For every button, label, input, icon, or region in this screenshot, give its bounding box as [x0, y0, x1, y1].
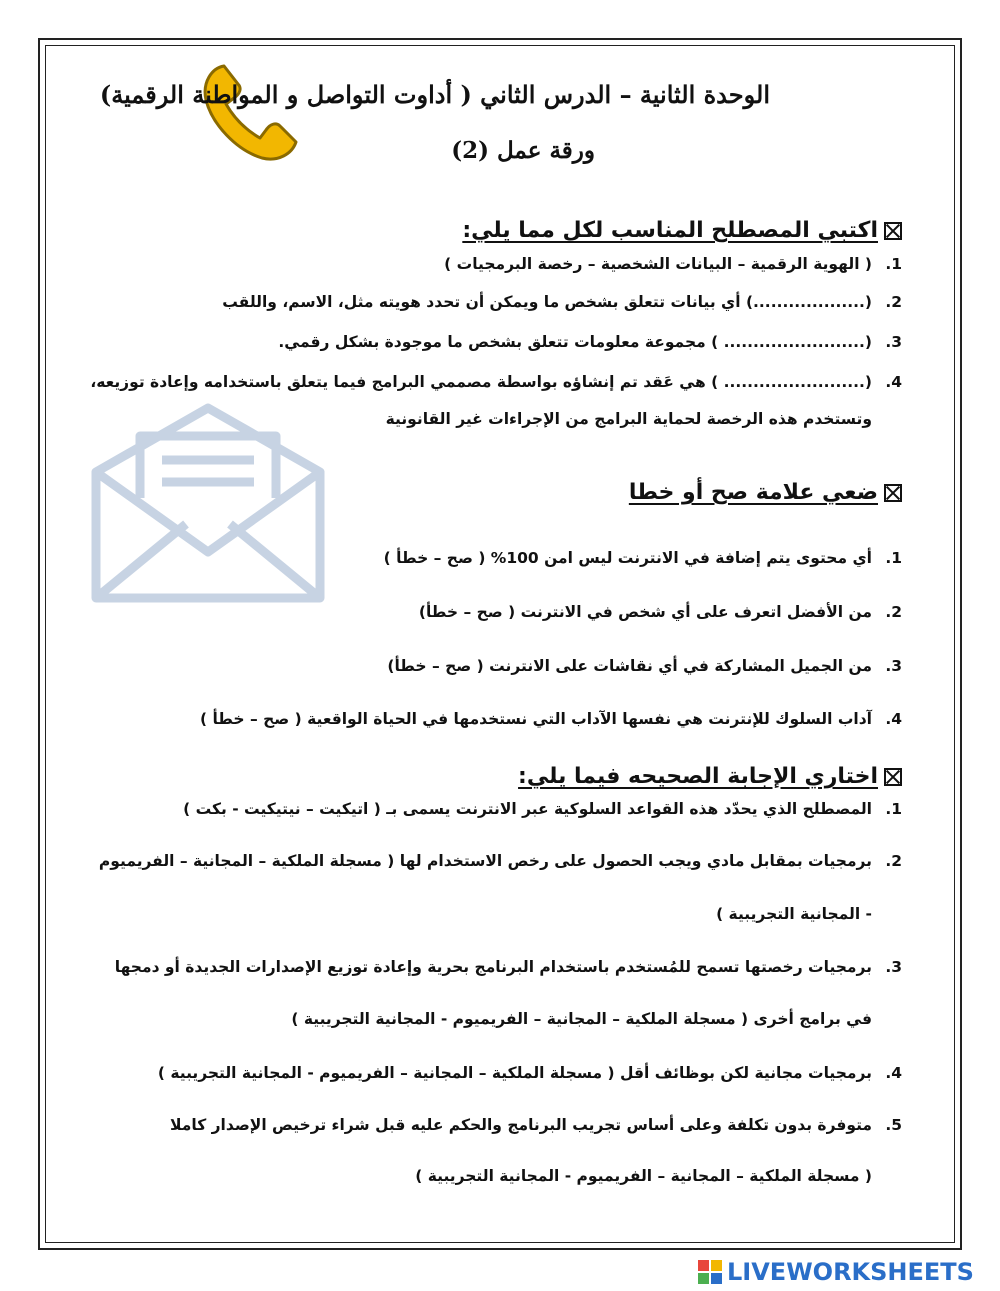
section2-item	[387, 657, 902, 675]
item-number: 3.	[885, 958, 902, 976]
item-number: 3.	[885, 333, 902, 351]
checkbox-icon	[884, 768, 902, 786]
liveworksheets-logo-icon	[697, 1259, 723, 1285]
section1-heading-text: اكتبي المصطلح المناسب لكل مما يلي:	[462, 218, 878, 243]
section2-item	[200, 710, 902, 728]
item-text: أي محتوى يتم إضافة في الانترنت ليس امن 100% ( صح – خطأ )	[383, 549, 872, 567]
envelope-icon	[90, 402, 326, 604]
item-text: (........................ ) مجموعة معلومات تتعلق بشخص ما موجودة بشكل رقمي.	[278, 333, 872, 351]
worksheet-title: الوحدة الثانية – الدرس الثاني ( أداوت التواصل و المواطنة الرقمية)	[99, 80, 770, 109]
item-number: 4.	[885, 373, 902, 391]
section1-item	[444, 255, 902, 273]
item-number: 1.	[885, 549, 902, 567]
item-number: 5.	[885, 1116, 902, 1134]
item-text: برمجيات مجانية لكن بوظائف أقل ( مسجلة الملكية – المجانية – الفريميوم - المجانية التجريبية )	[157, 1064, 872, 1082]
item-text: من الأفضل اتعرف على أي شخص في الانترنت ( صح – خطأ)	[418, 603, 872, 621]
section3-item	[183, 800, 902, 818]
section3-heading-text: اختاري الإجابة الصحيحه فيما يلي:	[518, 764, 878, 789]
item-text: المصطلح الذي يحدّد هذه القواعد السلوكية عبر الانترنت يسمى بـ ( اتيكيت – نيتيكيت - بكت )	[183, 800, 872, 818]
worksheet-subtitle: ورقة عمل (2)	[451, 137, 595, 164]
section3-item	[115, 958, 902, 976]
item-text: وتستخدم هذه الرخصة لحماية البرامج من الإجراءات غير القانونية	[385, 410, 872, 428]
item-text: ( مسجلة الملكية – المجانية – الفريميوم - المجانية التجريبية )	[415, 1167, 872, 1185]
item-number: 2.	[885, 293, 902, 311]
section1-item	[278, 333, 902, 351]
section3-item-continuation	[415, 1167, 872, 1185]
item-text: في برامج أخرى ( مسجلة الملكية – المجانية – الفريميوم - المجانية التجريبية )	[291, 1010, 872, 1028]
item-number: 2.	[885, 852, 902, 870]
phone-icon	[196, 58, 306, 168]
section2-heading-text: ضعي علامة صح أو خطا	[628, 480, 878, 505]
item-text: برمجيات بمقابل مادي ويجب الحصول على رخص الاستخدام لها ( مسجلة الملكية – المجانية – الفريميوم	[98, 852, 872, 870]
section1-item	[222, 293, 902, 311]
checkbox-icon	[884, 484, 902, 502]
section1-heading	[462, 218, 902, 243]
checkbox-icon	[884, 222, 902, 240]
section3-item	[170, 1116, 902, 1134]
item-number: 1.	[885, 255, 902, 273]
item-text: ( الهوية الرقمية – البيانات الشخصية – رخصة البرمجيات )	[444, 255, 872, 273]
item-number: 4.	[885, 710, 902, 728]
section3-item	[158, 1064, 902, 1082]
item-number: 4.	[885, 1064, 902, 1082]
item-number: 2.	[885, 603, 902, 621]
section1-item	[90, 373, 902, 391]
item-number: 3.	[885, 657, 902, 675]
section3-heading	[518, 764, 902, 789]
section1-item-continuation	[386, 410, 872, 428]
liveworksheets-logo-text: LIVEWORKSHEETS	[727, 1258, 974, 1286]
item-number: 1.	[885, 800, 902, 818]
item-text: (........................ ) هي عَقد تم إنشاؤه بواسطة مصممي البرامج فيما يتعلق باستخدامه وإعادة توزيعه،	[90, 373, 872, 391]
liveworksheets-logo[interactable]	[697, 1258, 974, 1286]
section3-item	[99, 852, 902, 870]
section3-item-continuation	[291, 1010, 872, 1028]
item-text: (...................) أي بيانات تتعلق بشخص ما ويمكن أن تحدد هويته مثل، الاسم، واللقب	[222, 293, 872, 311]
item-text: برمجيات رخصتها تسمح للمُستخدم باستخدام البرنامج بحرية وإعادة توزيع الإصدارات الجديدة أو دمجها	[114, 958, 872, 976]
section3-item-continuation	[716, 905, 872, 923]
item-text: آداب السلوك للإنترنت هي نفسها الآداب التي نستخدمها في الحياة الواقعية ( صح – خطأ )	[199, 710, 872, 728]
section2-item	[384, 549, 902, 567]
section2-heading	[629, 480, 902, 505]
item-text: - المجانية التجريبية )	[716, 905, 872, 923]
item-text: من الجميل المشاركة في أي نقاشات على الانترنت ( صح – خطأ)	[387, 657, 872, 675]
item-text: متوفرة بدون تكلفة وعلى أساس تجريب البرنامج والحكم عليه قبل شراء ترخيص الإصدار كاملا	[170, 1116, 872, 1134]
section2-item	[419, 603, 902, 621]
